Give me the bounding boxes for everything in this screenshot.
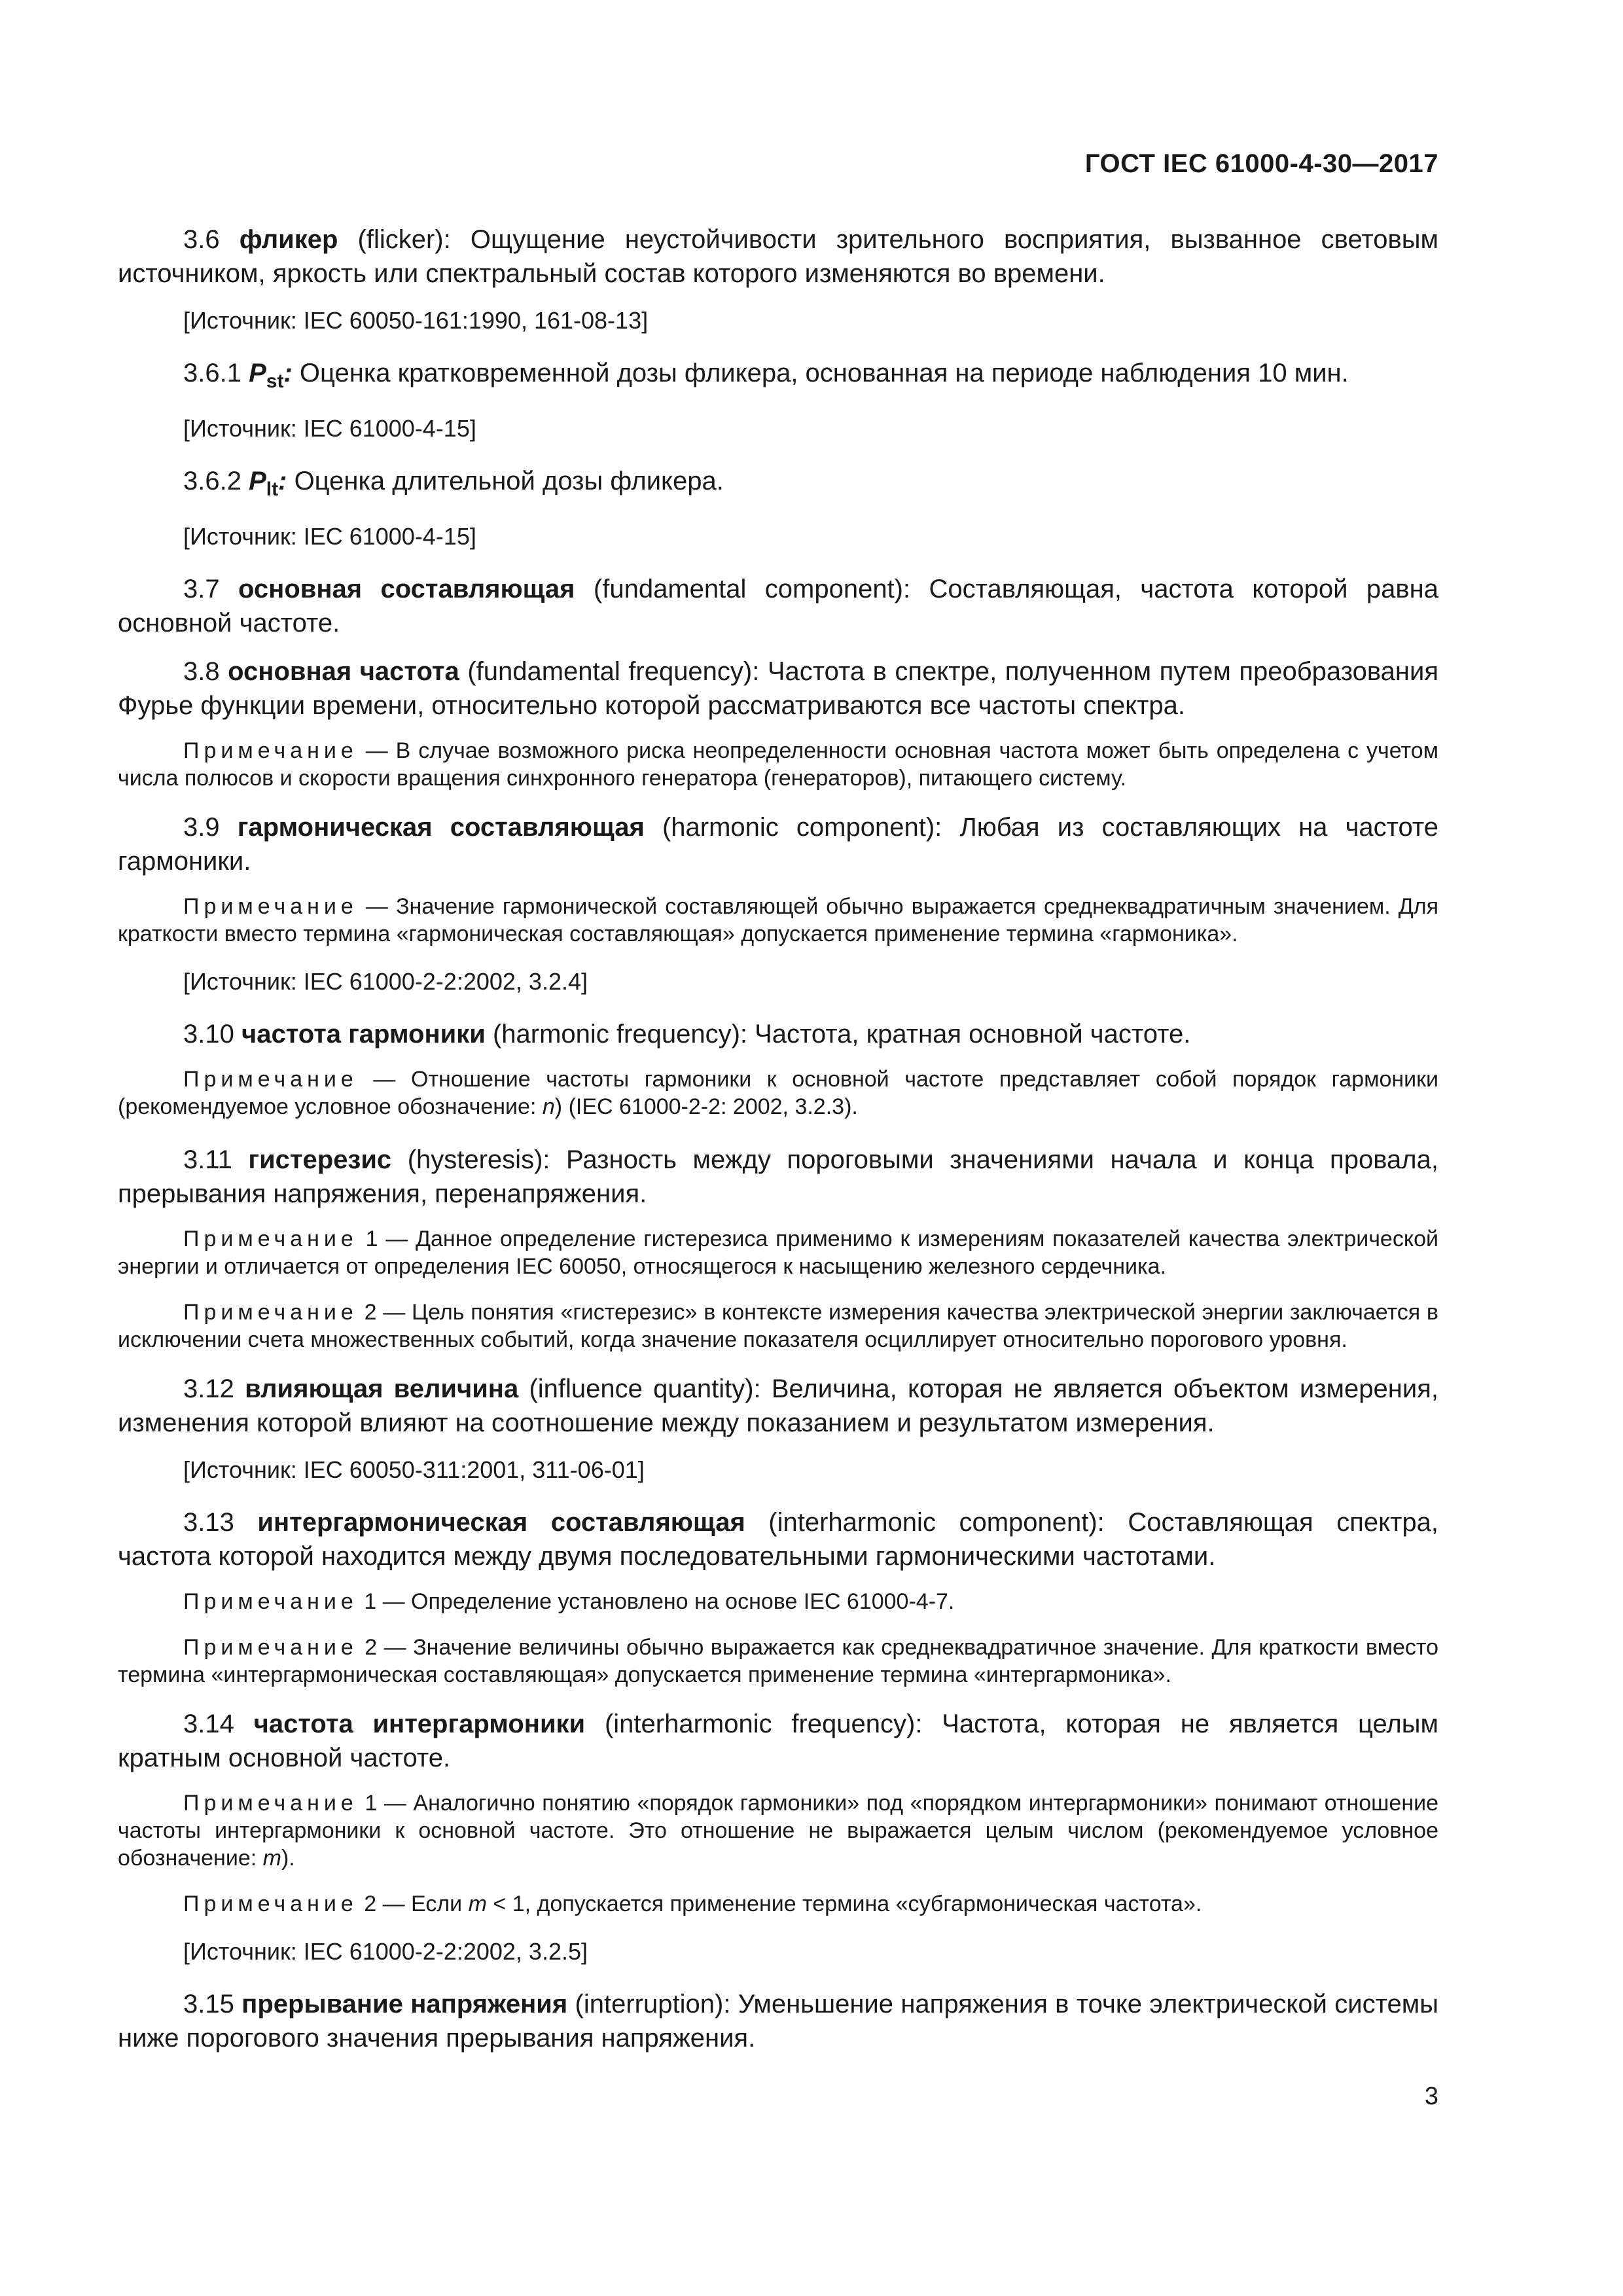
note-label: Примечание [183,1589,358,1614]
note-label: Примечание [183,1300,358,1325]
term-name: гистерезис [248,1145,392,1174]
term-number: 3.8 [183,657,220,686]
source-3-14: [Источник: IEC 61000-2-2:2002, 3.2.5] [183,1938,588,1965]
term-original: (harmonic frequency): [492,1020,747,1049]
term-original: (harmonic component): [662,813,942,842]
term-definition: Разность между пороговыми значениями начала и конца провала, прерывания напряжения, перенапряжения. [118,1145,1438,1208]
term-definition: Частота, кратная основной частоте. [755,1020,1191,1049]
note-3-13-2 [118,1634,1438,1689]
term-3-14 [118,1707,1438,1775]
note-3-14-2 [118,1890,1438,1918]
term-number: 3.6.2 [183,467,241,495]
note-text-end: < 1, допускается применение термина «субгармоническая частота». [493,1892,1202,1916]
term-original: (interharmonic component): [768,1508,1105,1537]
term-definition: Составляющая спектра, частота которой находится между двумя последовательными гармоническими частотами. [118,1508,1438,1571]
term-name: основная частота [228,657,459,686]
term-original: (hysteresis): [407,1145,550,1174]
term-number: 3.7 [183,575,220,603]
note-text: 1 — Аналогично понятию «порядок гармоники» под «порядком интергармоники» понимают отношение частоты интергармоники к основной частоте. Это отношение не выражается целым числом (рекомендуемое условное обозначение: [118,1791,1438,1871]
term-3-9 [118,810,1438,878]
term-number: 3.10 [183,1020,234,1049]
note-text: 2 — Если [364,1892,463,1916]
page-number: 3 [1424,2083,1438,2110]
term-definition: Частота в спектре, полученном путем преобразования Фурье функции времени, относительно которой рассматриваются все частоты спектра. [118,657,1438,720]
term-definition: Любая из составляющих на частоте гармоники. [118,813,1439,876]
source-3-9: [Источник: IEC 61000-2-2:2002, 3.2.4] [183,968,588,995]
note-text: 2 — Цель понятия «гистерезис» в контексте измерения качества электрической энергии заключается в исключении счета множественных событий, когда значение показателя осциллирует относительно порогового уровня. [118,1300,1438,1352]
source-3-6-2: [Источник: IEC 61000-4-15] [183,523,476,550]
term-original: (interruption): [575,1990,731,2018]
note-text: 1 — Определение установлено на основе IEC 61000-4-7. [364,1589,955,1614]
term-3-7 [118,572,1438,640]
note-3-10 [118,1066,1438,1121]
source-3-12: [Источник: IEC 60050-311:2001, 311-06-01] [183,1456,645,1483]
term-3-12 [118,1372,1438,1440]
term-number: 3.14 [183,1710,234,1738]
term-3-6-2 [118,464,1438,507]
document-body [118,223,1438,2070]
term-number: 3.15 [183,1990,234,2018]
note-3-14-1 [118,1789,1438,1872]
document-header: ГОСТ IEC 61000-4-30—2017 [1084,149,1438,178]
term-number: 3.11 [183,1145,232,1174]
term-definition: Составляющая, частота которой равна основной частоте. [118,575,1438,637]
note-symbol: m [262,1846,281,1871]
term-3-6-1 [118,356,1438,399]
term-original: (fundamental frequency): [467,657,760,686]
term-definition: Частота, которая не является целым кратным основной частоте. [118,1710,1439,1772]
symbol-plt: $P_{lt}$: [249,467,287,500]
note-text: — Значение гармонической составляющей обычно выражается среднеквадратичным значением. Для краткости вместо термина «гармоническая составляющая» допускается применение термина «гармоника». [118,894,1439,946]
source-3-6: [Источник: IEC 60050-161:1990, 161-08-13] [183,307,649,334]
term-name: интергармоническая составляющая [257,1508,745,1537]
term-original: (influence quantity): [529,1374,761,1403]
term-definition: Величина, которая не является объектом измерения, изменения которой влияют на соотношение между показанием и результатом измерения. [118,1374,1438,1437]
note-text-end: ) (IEC 61000-2-2: 2002, 3.2.3). [554,1094,858,1119]
note-text: 2 — Значение величины обычно выражается как среднеквадратичное значение. Для краткости вместо термина «интергармоническая составляющая» допускается применение термина «интергармоника». [118,1635,1438,1687]
term-definition: Оценка длительной дозы фликера. [294,467,724,495]
term-original: (flicker): [357,225,451,254]
term-3-8 [118,655,1438,723]
note-symbol: m [468,1892,487,1916]
note-3-9 [118,893,1438,948]
note-label: Примечание [183,1892,358,1916]
source-3-6-1: [Источник: IEC 61000-4-15] [183,415,476,442]
note-3-11-2 [118,1299,1438,1354]
term-number: 3.13 [183,1508,234,1537]
note-3-8 [118,737,1438,792]
note-3-11-1 [118,1225,1438,1280]
note-text-end: ). [281,1846,295,1871]
term-number: 3.12 [183,1374,234,1403]
note-label: Примечание [183,738,358,763]
note-3-13-1 [118,1588,1438,1615]
note-text: — Отношение частоты гармоники к основной частоте представляет собой порядок гармоники (рекомендуемое условное обозначение: [118,1067,1438,1119]
term-number: 3.6 [183,225,220,254]
term-3-10 [118,1017,1438,1051]
note-label: Примечание [183,894,358,919]
term-name: частота гармоники [241,1020,486,1049]
term-3-11 [118,1143,1438,1211]
term-original: (interharmonic frequency): [604,1710,923,1738]
term-3-6 [118,223,1438,291]
term-name: основная составляющая [238,575,575,603]
term-3-15 [118,1987,1438,2055]
symbol-pst: $P_{st}$: [249,359,293,392]
term-name: влияющая величина [245,1374,519,1403]
term-name: фликер [239,225,338,254]
term-name: частота интергармоники [253,1710,586,1738]
term-definition: Уменьшение напряжения в точке электрической системы ниже порогового значения прерывания напряжения. [118,1990,1438,2053]
note-text: — В случае возможного риска неопределенности основная частота может быть определена с учетом числа полюсов и скорости вращения синхронного генератора (генераторов), питающего систему. [118,738,1438,791]
term-name: гармоническая составляющая [237,813,645,842]
term-definition: Ощущение неустойчивости зрительного восприятия, вызванное световым источником, яркость или спектральный состав которого изменяются во времени. [118,225,1438,288]
note-symbol: n [542,1094,555,1119]
term-3-13 [118,1505,1438,1573]
term-original: (fundamental component): [593,575,911,603]
note-text: 1 — Данное определение гистерезиса применимо к измерениям показателей качества электрической энергии и отличается от определения IEC 60050, относящегося к насыщению железного сердечника. [118,1227,1438,1279]
note-label: Примечание [183,1227,358,1251]
term-name: прерывание напряжения [241,1990,568,2018]
term-number: 3.6.1 [183,359,241,387]
note-label: Примечание [183,1067,358,1092]
note-label: Примечание [183,1635,358,1660]
term-definition: Оценка кратковременной дозы фликера, основанная на периоде наблюдения 10 мин. [299,359,1349,387]
note-label: Примечание [183,1791,358,1816]
term-number: 3.9 [183,813,220,842]
